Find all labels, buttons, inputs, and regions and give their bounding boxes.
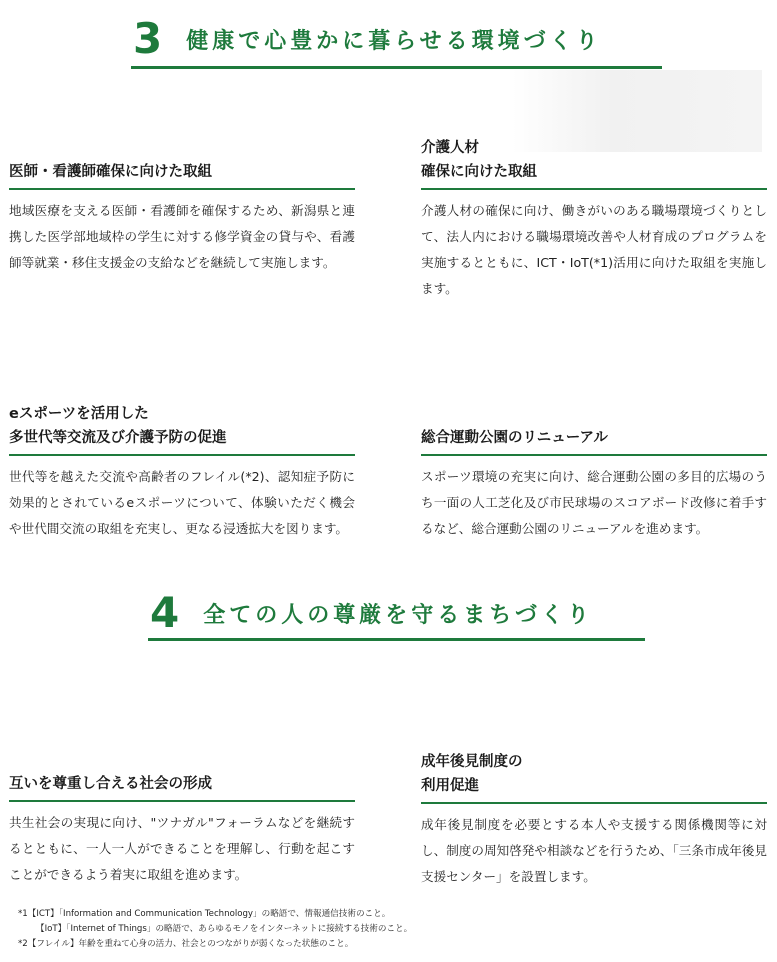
block-esports bbox=[9, 396, 355, 542]
block-respect bbox=[9, 762, 355, 888]
footnote-1b: 【IoT】「Internet of Things」の略語で、あらゆるモノをインターネットに接続する技術のこと。 bbox=[36, 924, 413, 934]
section-4-number: 4 bbox=[150, 588, 180, 637]
section-3-heading bbox=[133, 14, 602, 63]
block-esports-rule bbox=[9, 454, 355, 456]
block-park-text: スポーツ環境の充実に向け、総合運動公園の多目的広場のうち一面の人工芝化及び市民球場のスコアボード改修に着手するなど、総合運動公園のリニューアルを進めます。 bbox=[421, 469, 767, 536]
block-guardian-rule bbox=[421, 802, 767, 804]
section-3-rule bbox=[131, 66, 662, 69]
section-4-title: 全ての人の尊厳を守るまちづくり bbox=[203, 602, 594, 628]
section-4-heading bbox=[150, 588, 594, 637]
block-care-rule bbox=[421, 188, 767, 190]
section-3-number: 3 bbox=[133, 14, 163, 63]
block-doctors-text: 地域医療を支える医師・看護師を確保するため、新潟県と連携した医学部地域枠の学生に対する修学資金の貸与や、看護師等就業・移住支援金の支給などを継続して実施します。 bbox=[9, 203, 355, 270]
block-respect-rule bbox=[9, 800, 355, 802]
block-care-text: 介護人材の確保に向け、働きがいのある職場環境づくりとして、法人内における職場環境改善や人材育成のプログラムを実施するとともに、ICT・IoT(*1)活用に向けた取組を実施します。 bbox=[421, 203, 767, 296]
block-park bbox=[421, 416, 767, 542]
block-care-title: 介護人材 確保に向けた取組 bbox=[421, 140, 537, 180]
footnote-2: *2【フレイル】年齢を重ねて心身の活力、社会とのつながりが弱くなった状態のこと。 bbox=[18, 939, 354, 949]
block-guardian-text: 成年後見制度を必要とする本人や支援する関係機関等に対し、制度の周知啓発や相談などを行うため、「三条市成年後見支援センター」を設置します。 bbox=[421, 817, 767, 884]
block-respect-text: 共生社会の実現に向け、"ツナガル"フォーラムなどを継続するとともに、一人一人ができることを理解し、行動を起こすことができるよう着実に取組を進めます。 bbox=[9, 815, 355, 882]
section-4-rule bbox=[148, 638, 645, 641]
block-doctors bbox=[9, 150, 355, 276]
block-guardian bbox=[421, 744, 767, 890]
footnotes bbox=[18, 907, 412, 952]
block-care bbox=[421, 130, 767, 302]
section-3-title: 健康で心豊かに暮らせる環境づくり bbox=[186, 28, 602, 54]
block-doctors-title: 医師・看護師確保に向けた取組 bbox=[9, 164, 212, 180]
footnote-1: *1【ICT】「Information and Communication Technology」の略語で、情報通信技術のこと。 bbox=[18, 909, 391, 919]
block-park-title: 総合運動公園のリニューアル bbox=[421, 430, 608, 446]
block-esports-text: 世代等を越えた交流や高齢者のフレイル(*2)、認知症予防に効果的とされているeスポーツについて、体験いただく機会や世代間交流の取組を充実し、更なる浸透拡大を図ります。 bbox=[9, 469, 355, 536]
block-respect-title: 互いを尊重し合える社会の形成 bbox=[9, 776, 212, 792]
block-doctors-rule bbox=[9, 188, 355, 190]
block-esports-title: eスポーツを活用した 多世代等交流及び介護予防の促進 bbox=[9, 406, 227, 446]
block-park-rule bbox=[421, 454, 767, 456]
block-guardian-title: 成年後見制度の 利用促進 bbox=[421, 754, 523, 794]
